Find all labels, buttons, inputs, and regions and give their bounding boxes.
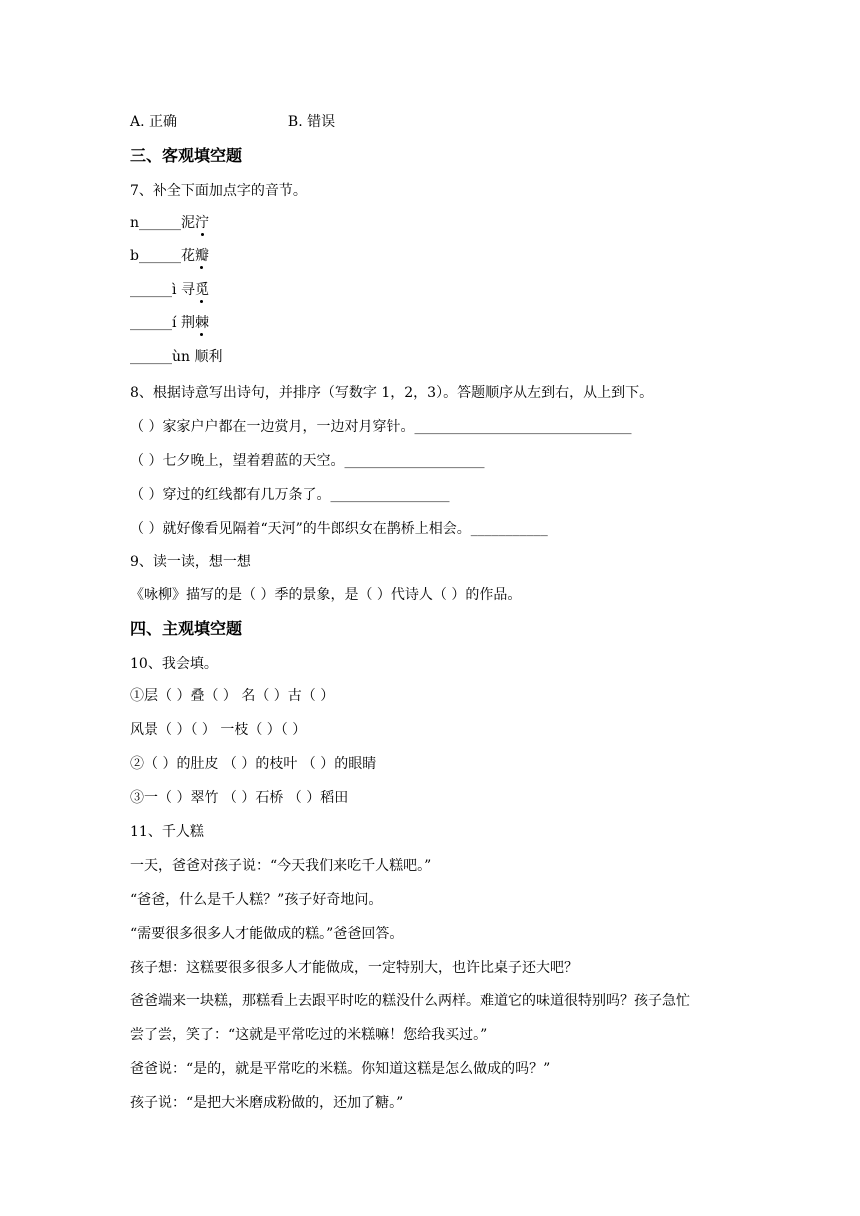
q10-line: 风景（ ）（ ） 一枝（ ）（ ） — [130, 722, 307, 738]
passage-line: “需要很多很多人才能做成的糕。”爸爸回答。 — [130, 926, 404, 942]
q7-item: ______ì 寻觅 — [130, 282, 209, 298]
q10-line: ②（ ）的肚皮 （ ）的枝叶 （ ）的眼睛 — [130, 756, 377, 772]
passage-line: 一天，爸爸对孩子说：“今天我们来吃千人糕吧。” — [130, 858, 432, 874]
passage-line: 爸爸端来一块糕，那糕看上去跟平时吃的糕没什么两样。难道它的味道很特别吗？孩子急忙 — [130, 993, 690, 1009]
section-4-title: 四、主观填空题 — [130, 619, 243, 638]
q10-line: ③一（ ）翠竹 （ ）石桥 （ ）稻田 — [130, 790, 349, 806]
q7-item: n______泥泞 — [130, 215, 210, 231]
q7-prompt: 7、补全下面加点字的音节。 — [130, 183, 307, 199]
q9-prompt: 9、读一读，想一想 — [130, 554, 251, 570]
q7-item: b______花瓣 — [130, 248, 209, 264]
q9-line: 《咏柳》描写的是（ ）季的景象，是（ ）代诗人（ ）的作品。 — [130, 587, 522, 603]
passage-line: 尝了尝，笑了：“这就是平常吃过的米糕嘛！您给我买过。” — [130, 1027, 488, 1043]
q8-line: （ ）就好像看见隔着“天河”的牛郎织女在鹊桥上相会。___________ — [130, 521, 548, 537]
q11-title: 11、千人糕 — [130, 824, 204, 840]
passage-line: 孩子想：这糕要很多很多人才能做成，一定特别大，也许比桌子还大吧？ — [130, 960, 578, 976]
q10-line: ①层（ ）叠（ ） 名（ ）古（ ） — [130, 688, 335, 704]
q10-prompt: 10、我会填。 — [130, 656, 218, 672]
q8-line: （ ）穿过的红线都有几万条了。_________________ — [130, 487, 450, 503]
passage-line: 爸爸说：“是的，就是平常吃的米糕。你知道这糕是怎么做成的吗？” — [130, 1061, 551, 1077]
q8-line: （ ）家家户户都在一边赏月，一边对月穿针。_______________________________ — [130, 419, 632, 435]
q8-line: （ ）七夕晚上，望着碧蓝的天空。____________________ — [130, 453, 485, 469]
passage-line: “爸爸，什么是千人糕？”孩子好奇地问。 — [130, 892, 383, 908]
option-b[interactable]: B. 错误 — [287, 114, 336, 130]
passage-line: 孩子说：“是把大米磨成粉做的，还加了糖。” — [130, 1095, 404, 1111]
option-a[interactable]: A. 正确 — [130, 114, 178, 130]
section-3-title: 三、客观填空题 — [130, 146, 243, 165]
q6-options — [130, 112, 335, 132]
q7-item: ______í 荆棘 — [130, 315, 209, 331]
q8-prompt: 8、根据诗意写出诗句，并排序（写数字 1，2，3）。答题顺序从左到右，从上到下。 — [130, 385, 654, 401]
q7-item: ______ùn 顺利 — [130, 349, 223, 365]
